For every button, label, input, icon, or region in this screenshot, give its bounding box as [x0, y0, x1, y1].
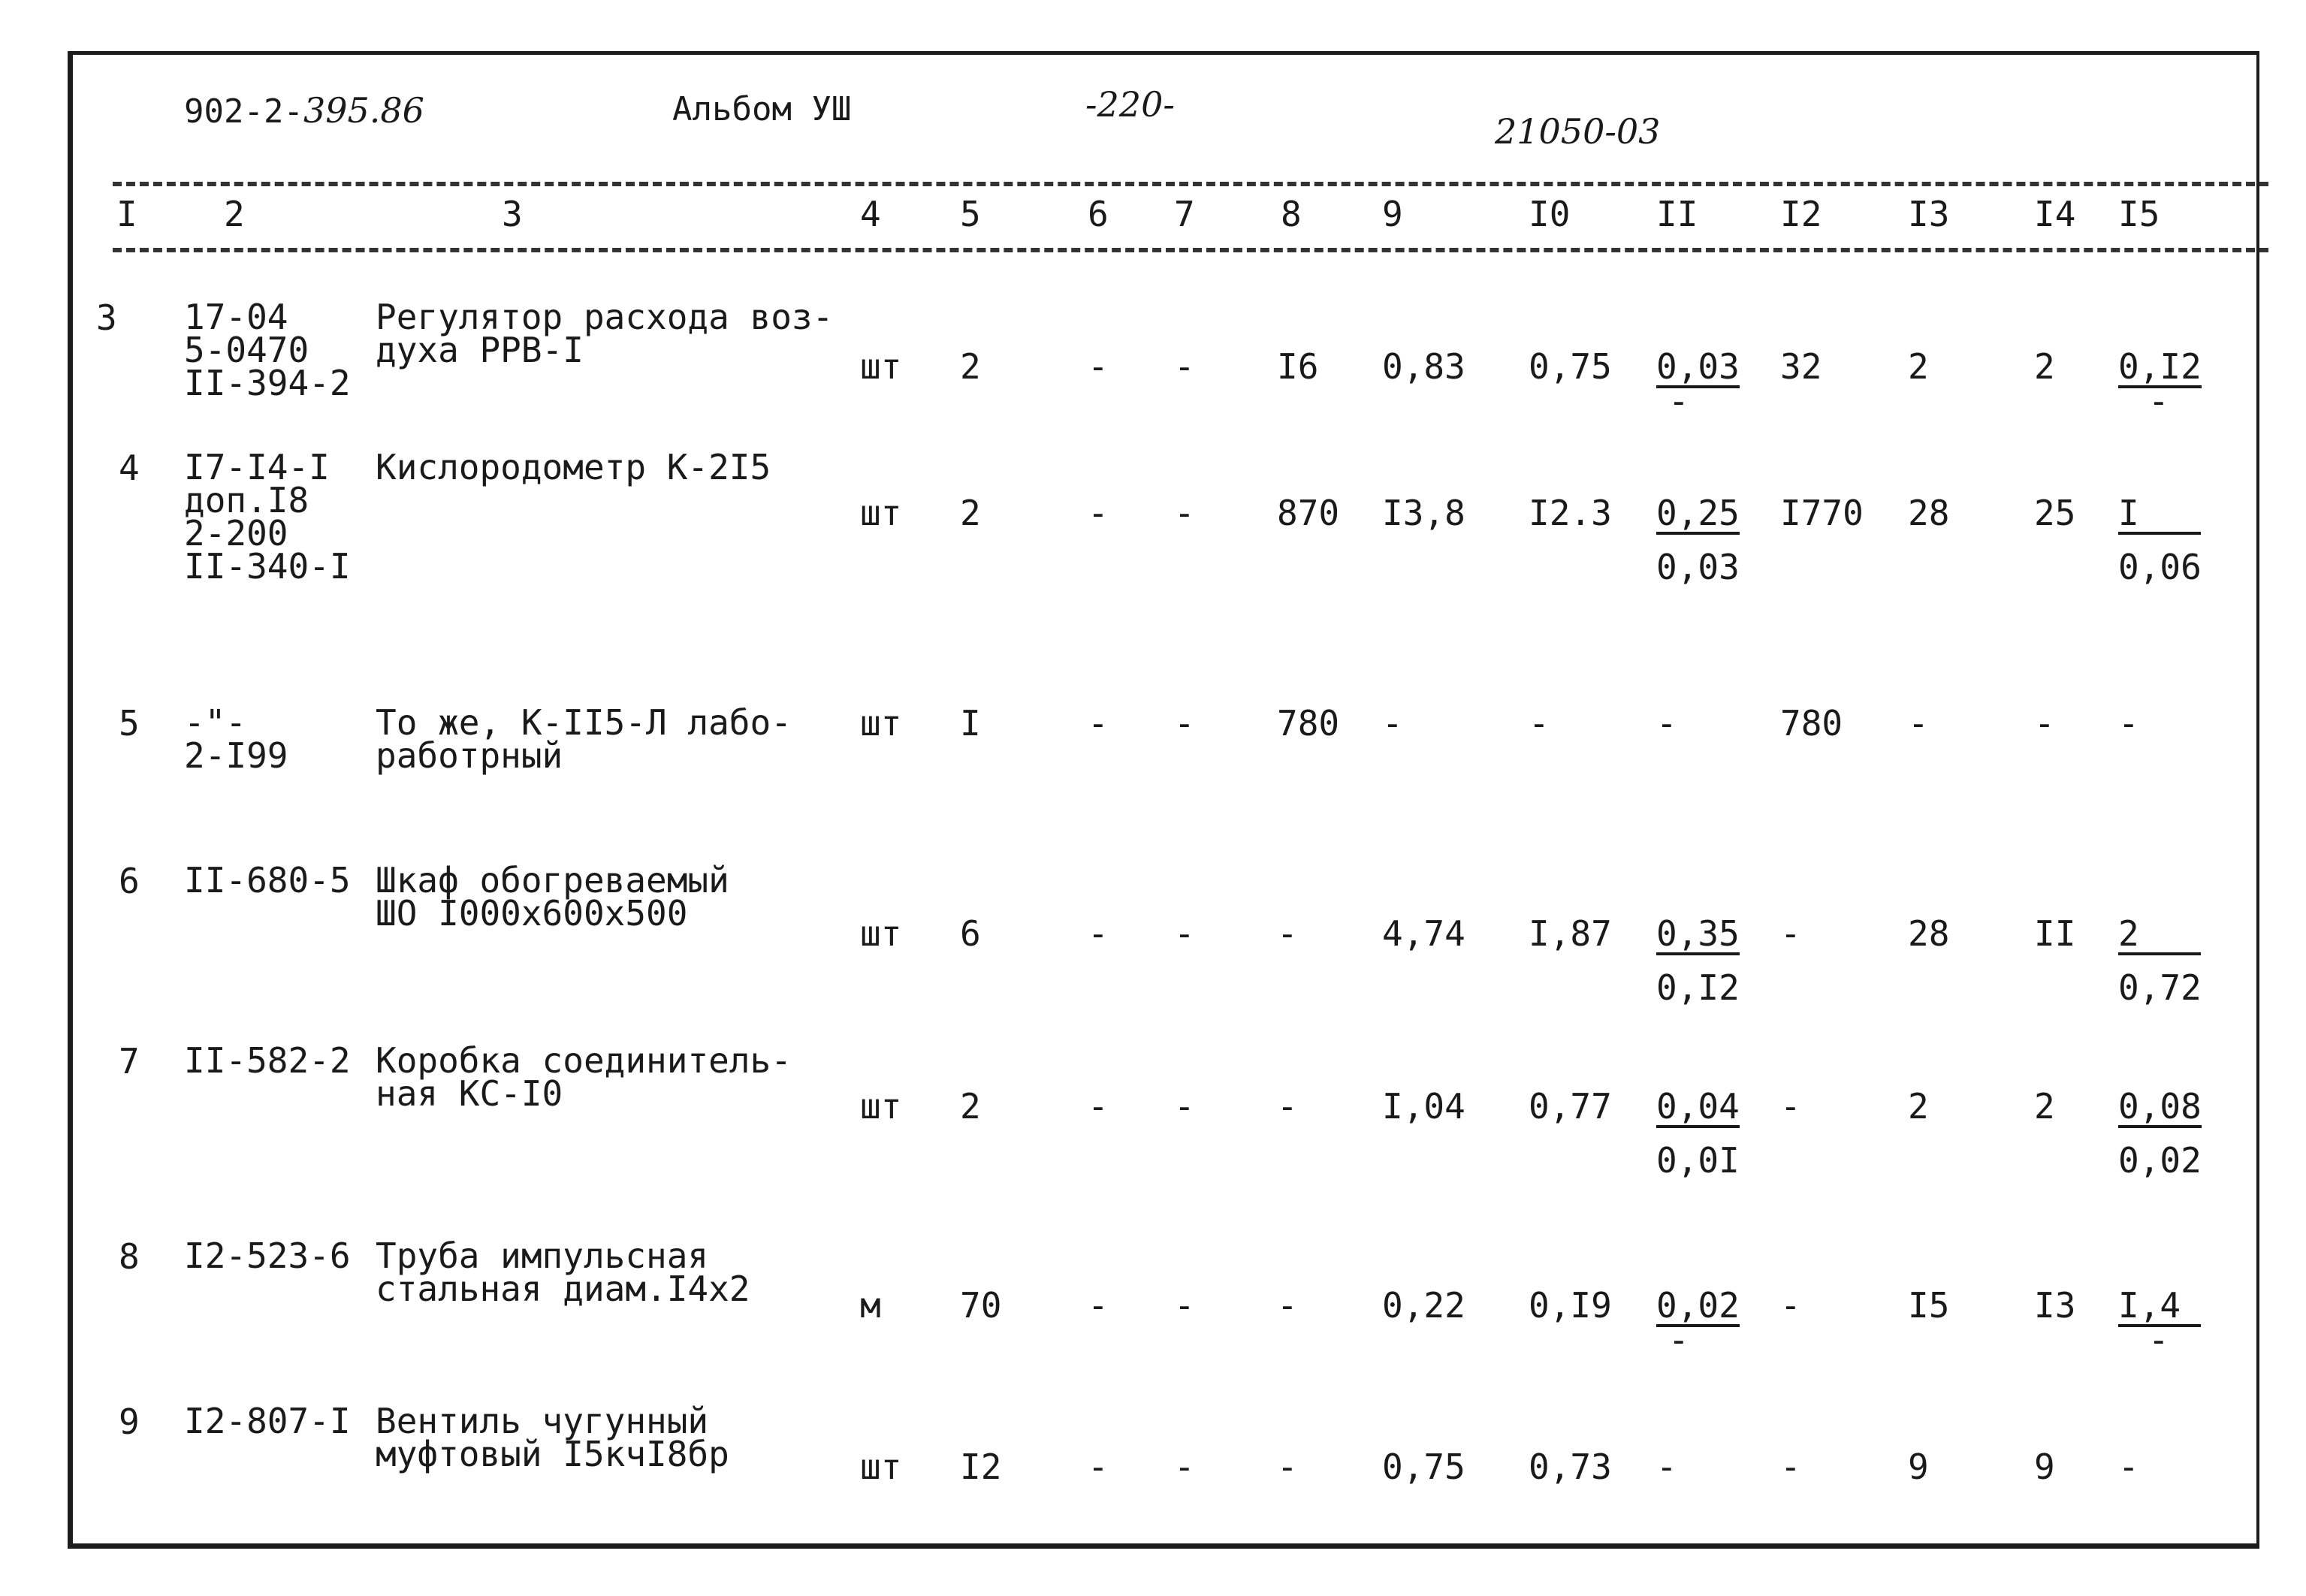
row-col9: 0,22 — [1382, 1285, 1465, 1326]
row-qty: 2 — [960, 346, 981, 387]
row-col14: 2 — [2034, 346, 2055, 387]
row-col13: 2 — [1908, 1086, 1929, 1127]
column-number: I2 — [1780, 194, 1822, 234]
row-code: I7-I4-I доп.I8 2-200 II-340-I — [184, 447, 351, 587]
column-number: 6 — [1088, 194, 1109, 234]
row-col12: 780 — [1780, 703, 1843, 744]
row-col15-bottom: 0,06 — [2118, 547, 2202, 587]
row-col8: - — [1277, 1285, 1298, 1326]
row-number: 3 — [96, 297, 117, 338]
row-col6: - — [1088, 703, 1109, 744]
column-number: I0 — [1529, 194, 1571, 234]
row-col11-bottom: - — [1668, 381, 1689, 421]
document-code: 21050-03 — [1495, 111, 1661, 152]
row-col7: - — [1174, 913, 1195, 954]
row-col10: I2.3 — [1529, 493, 1612, 533]
row-col11 — [1656, 493, 1740, 587]
row-col15-top: 0,I2 — [2118, 346, 2202, 387]
row-qty: 2 — [960, 1086, 981, 1127]
row-name: Коробка соединитель- ная КС-I0 — [376, 1040, 792, 1114]
row-col9: 4,74 — [1382, 913, 1465, 954]
row-col8: - — [1277, 913, 1298, 954]
row-qty: 70 — [960, 1285, 1002, 1326]
row-col14: - — [2034, 703, 2055, 744]
row-col9: 0,83 — [1382, 346, 1465, 387]
row-name: То же, К-II5-Л лабо- работрный — [376, 702, 792, 776]
row-code: I2-523-6 — [184, 1235, 351, 1276]
row-qty: I2 — [960, 1447, 1002, 1487]
row-col8: I6 — [1277, 346, 1319, 387]
row-col13: 28 — [1908, 493, 1950, 533]
row-unit: шт — [860, 493, 902, 533]
row-number: 5 — [119, 703, 140, 744]
doc-prefix: 902-2- — [184, 92, 303, 131]
row-col15-bottom: 0,72 — [2118, 967, 2202, 1008]
row-col15 — [2118, 346, 2202, 421]
row-unit: шт — [860, 346, 902, 387]
row-col6: - — [1088, 1285, 1109, 1326]
column-number: I5 — [2118, 194, 2160, 234]
row-name: Регулятор расхода воз- духа РРВ-I — [376, 297, 834, 370]
row-unit: шт — [860, 913, 902, 954]
row-col11-top: 0,03 — [1656, 346, 1740, 387]
row-col11 — [1656, 346, 1740, 421]
row-col7: - — [1174, 1447, 1195, 1487]
row-col13: - — [1908, 703, 1929, 744]
column-number: I4 — [2034, 194, 2076, 234]
column-number: 2 — [224, 194, 245, 234]
row-col15 — [2118, 703, 2139, 744]
row-col11 — [1656, 913, 1740, 1008]
row-col6: - — [1088, 493, 1109, 533]
row-col12: - — [1780, 1447, 1801, 1487]
row-code: II-680-5 — [184, 860, 351, 901]
row-number: 9 — [119, 1401, 140, 1442]
row-col13: 9 — [1908, 1447, 1929, 1487]
row-col11 — [1656, 1285, 1740, 1360]
row-col7: - — [1174, 1086, 1195, 1127]
row-unit: шт — [860, 1447, 902, 1487]
row-col15-top: - — [2118, 1447, 2139, 1487]
row-col11-top: 0,35 — [1656, 913, 1740, 954]
row-col12: - — [1780, 913, 1801, 954]
row-name: Кислородометр К-2I5 — [376, 447, 771, 487]
row-unit: м — [860, 1285, 881, 1326]
row-col12: I770 — [1780, 493, 1864, 533]
row-col7: - — [1174, 346, 1195, 387]
row-col14: II — [2034, 913, 2076, 954]
row-col10: 0,75 — [1529, 346, 1612, 387]
row-col11-top: - — [1656, 703, 1677, 744]
row-col9: I3,8 — [1382, 493, 1465, 533]
row-number: 4 — [119, 448, 140, 488]
row-col15-top: 0,08 — [2118, 1086, 2202, 1127]
row-code: I2-807-I — [184, 1401, 351, 1441]
row-col11-bottom: 0,I2 — [1656, 967, 1740, 1008]
row-col15 — [2118, 1447, 2139, 1487]
row-unit: шт — [860, 703, 902, 744]
row-code: II-582-2 — [184, 1040, 351, 1081]
row-col15 — [2118, 1285, 2201, 1360]
row-col13: 2 — [1908, 346, 1929, 387]
column-number: II — [1656, 194, 1698, 234]
column-number: I3 — [1908, 194, 1950, 234]
row-col10: I,87 — [1529, 913, 1612, 954]
row-col15-top: I — [2118, 496, 2201, 535]
row-col11 — [1656, 1447, 1677, 1487]
row-number: 8 — [119, 1236, 140, 1277]
row-qty: 2 — [960, 493, 981, 533]
page-number: -220- — [1085, 84, 1175, 125]
column-number: 3 — [502, 194, 523, 234]
row-col11-top: - — [1656, 1447, 1677, 1487]
column-number: 9 — [1382, 194, 1403, 234]
header-rule-top — [113, 182, 2268, 186]
row-col9: I,04 — [1382, 1086, 1465, 1127]
row-col11-top: 0,02 — [1656, 1285, 1740, 1326]
row-col10: 0,I9 — [1529, 1285, 1612, 1326]
row-col6: - — [1088, 346, 1109, 387]
row-col15 — [2118, 493, 2202, 587]
row-col15 — [2118, 913, 2202, 1008]
row-col11-top: 0,25 — [1656, 493, 1740, 533]
row-col11-bottom: 0,0I — [1656, 1140, 1740, 1181]
row-qty: I — [960, 703, 981, 744]
row-col7: - — [1174, 1285, 1195, 1326]
row-col15-bottom: - — [2148, 381, 2169, 421]
column-number: 8 — [1281, 194, 1302, 234]
row-col6: - — [1088, 913, 1109, 954]
row-col12: 32 — [1780, 346, 1822, 387]
column-number: 5 — [960, 194, 981, 234]
row-code: -"- 2-I99 — [184, 702, 288, 776]
album-label: Альбом УШ — [672, 90, 852, 128]
row-col9: 0,75 — [1382, 1447, 1465, 1487]
row-number: 6 — [119, 861, 140, 901]
row-col9: - — [1382, 703, 1403, 744]
row-col6: - — [1088, 1447, 1109, 1487]
row-name: Шкаф обогреваемый ШО I000х600х500 — [376, 860, 729, 934]
row-col15-bottom: - — [2148, 1320, 2169, 1360]
doc-number-handwritten: 395.86 — [303, 90, 424, 131]
row-col14: 25 — [2034, 493, 2076, 533]
row-col6: - — [1088, 1086, 1109, 1127]
row-col14: 2 — [2034, 1086, 2055, 1127]
row-col15 — [2118, 1086, 2202, 1181]
row-col8: 780 — [1277, 703, 1340, 744]
row-unit: шт — [860, 1086, 902, 1127]
row-col10: 0,73 — [1529, 1447, 1612, 1487]
row-col7: - — [1174, 703, 1195, 744]
header-rule-bottom — [113, 248, 2268, 252]
row-qty: 6 — [960, 913, 981, 954]
row-col15-top: I,4 — [2118, 1288, 2201, 1327]
row-col11-bottom: - — [1668, 1320, 1689, 1360]
row-col15-top: 2 — [2118, 916, 2201, 955]
row-name: Труба импульсная стальная диам.I4х2 — [376, 1235, 750, 1309]
row-col14: 9 — [2034, 1447, 2055, 1487]
row-col13: 28 — [1908, 913, 1950, 954]
row-col12: - — [1780, 1285, 1801, 1326]
row-col13: I5 — [1908, 1285, 1950, 1326]
row-col11-top: 0,04 — [1656, 1086, 1740, 1127]
row-col8: - — [1277, 1086, 1298, 1127]
row-col8: - — [1277, 1447, 1298, 1487]
row-col15-top: - — [2118, 703, 2139, 744]
row-col11 — [1656, 1086, 1740, 1181]
doc-number — [184, 90, 424, 131]
column-number: 7 — [1174, 194, 1195, 234]
row-code: 17-04 5-0470 II-394-2 — [184, 297, 351, 403]
row-name: Вентиль чугунный муфтовый I5кчI8бр — [376, 1401, 729, 1474]
row-col14: I3 — [2034, 1285, 2076, 1326]
row-col12: - — [1780, 1086, 1801, 1127]
row-col10: 0,77 — [1529, 1086, 1612, 1127]
column-number: I — [116, 194, 137, 234]
row-col7: - — [1174, 493, 1195, 533]
row-col15-bottom: 0,02 — [2118, 1140, 2202, 1181]
column-number: 4 — [860, 194, 881, 234]
row-col10: - — [1529, 703, 1550, 744]
row-col11-bottom: 0,03 — [1656, 547, 1740, 587]
row-number: 7 — [119, 1041, 140, 1082]
row-col11 — [1656, 703, 1677, 744]
row-col8: 870 — [1277, 493, 1340, 533]
